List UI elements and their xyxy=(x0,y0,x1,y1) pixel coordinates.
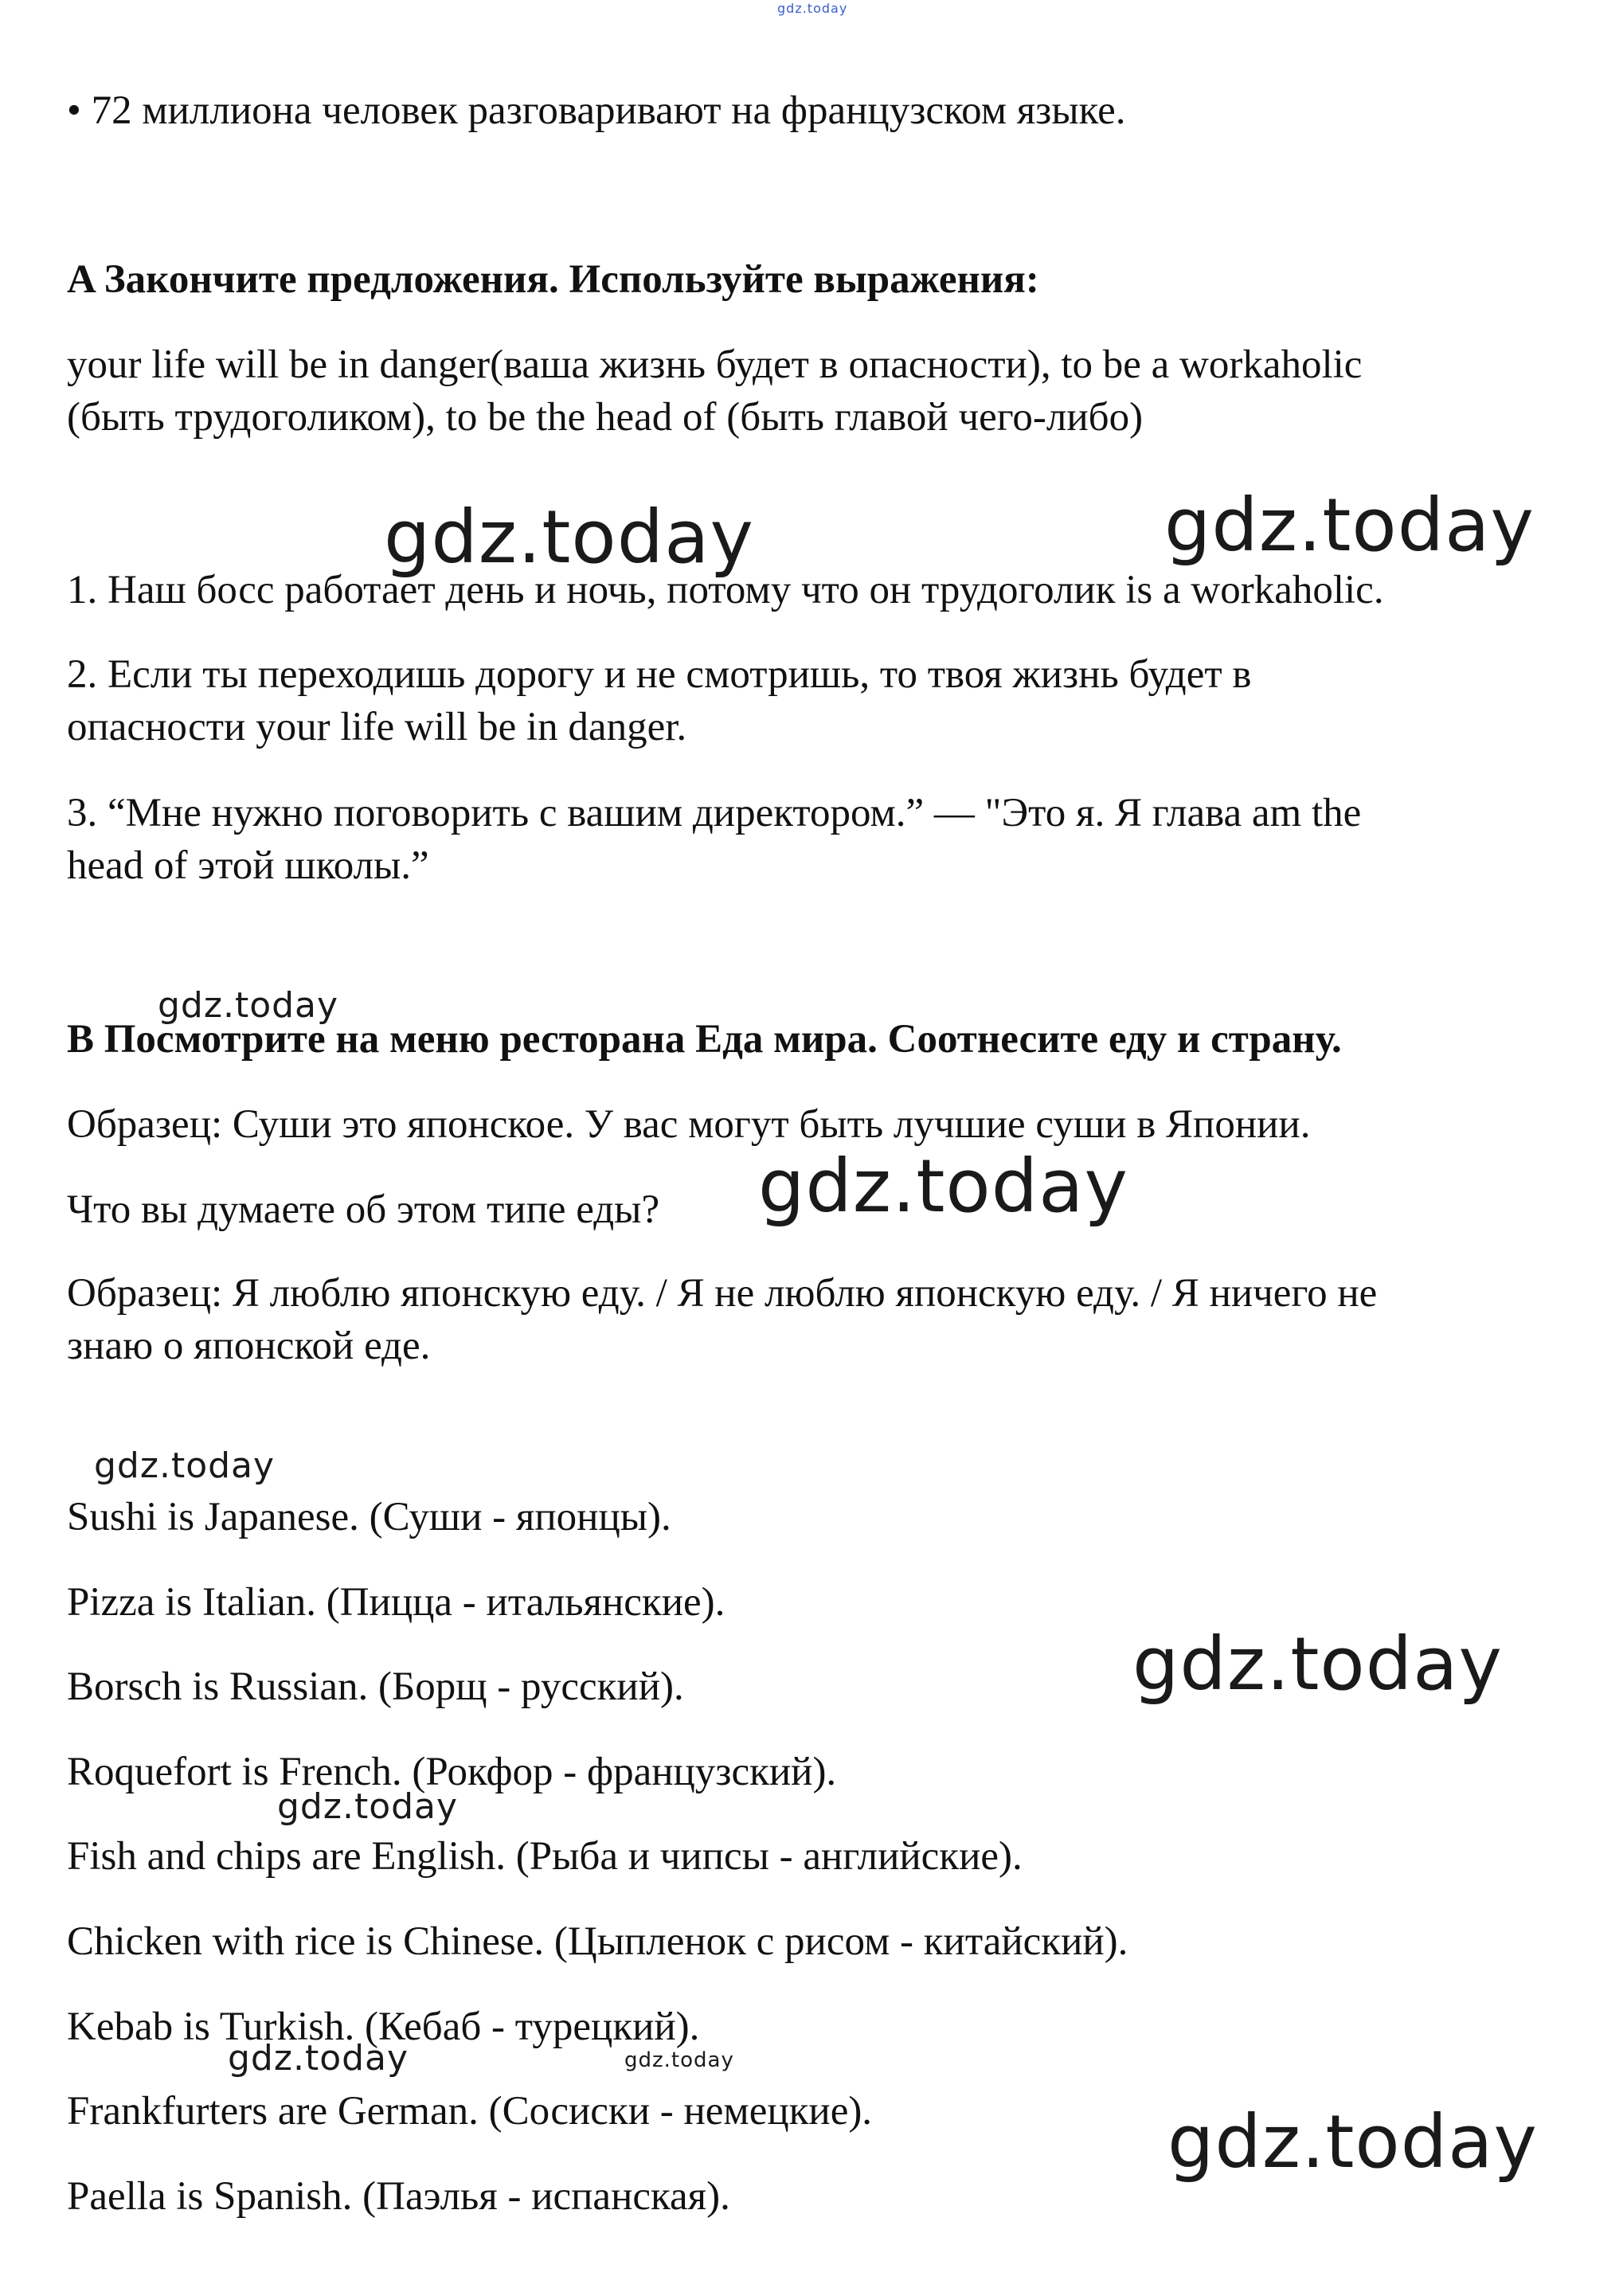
section-b-heading: B Посмотрите на меню ресторана Еда мира. Соотнесите еду и страну. xyxy=(67,1017,1342,1062)
watermark: gdz.today xyxy=(777,1,848,16)
answer-line: Paella is Spanish. (Паэлья - испанская). xyxy=(67,2174,730,2219)
exercise-item-2-line-1: 2. Если ты переходишь дорогу и не смотришь, то твоя жизнь будет в xyxy=(67,652,1252,697)
watermark: gdz.today xyxy=(228,2038,409,2079)
watermark: gdz.today xyxy=(94,1445,276,1486)
watermark: gdz.today xyxy=(1167,2099,1538,2185)
answer-line: Chicken with rice is Chinese. (Цыпленок с рисом - китайский). xyxy=(67,1919,1128,1964)
answer-line: Pizza is Italian. (Пицца - итальянские). xyxy=(67,1580,725,1625)
answer-line: Kebab is Turkish. (Кебаб - турецкий). xyxy=(67,2005,700,2049)
section-a-heading: A Закончите предложения. Используйте выражения: xyxy=(67,257,1039,302)
watermark: gdz.today xyxy=(277,1786,459,1827)
exercise-item-3-line-2: head of этой школы.” xyxy=(67,843,429,888)
example-1: Образец: Суши это японское. У вас могут быть лучшие суши в Японии. xyxy=(67,1102,1311,1147)
expressions-line-1: your life will be in danger(ваша жизнь будет в опасности), to be a workaholic xyxy=(67,342,1363,387)
answer-line: Roquefort is French. (Рокфор - французский). xyxy=(67,1750,837,1794)
watermark: gdz.today xyxy=(624,2048,734,2072)
answer-line: Borsch is Russian. (Борщ - русский). xyxy=(67,1664,684,1709)
watermark: gdz.today xyxy=(1132,1621,1503,1707)
expressions-line-2: (быть трудоголиком), to be the head of (быть главой чего-либо) xyxy=(67,395,1144,440)
answer-line: Sushi is Japanese. (Суши - японцы). xyxy=(67,1495,671,1539)
exercise-item-3-line-1: 3. “Мне нужно поговорить с вашим директором.” — "Это я. Я глава am the xyxy=(67,791,1362,835)
example-2-line-2: знаю о японской еде. xyxy=(67,1324,431,1368)
answer-line: Frankfurters are German. (Сосиски - немецкие). xyxy=(67,2089,873,2134)
watermark: gdz.today xyxy=(158,985,339,1026)
exercise-item-1: 1. Наш босс работает день и ночь, потому что он трудоголик is a workaholic. xyxy=(67,568,1384,612)
intro-bullet: • 72 миллиона человек разговаривают на французском языке. xyxy=(67,88,1126,133)
answer-line: Fish and chips are English. (Рыба и чипсы - английские). xyxy=(67,1834,1023,1879)
exercise-item-2-line-2: опасности your life will be in danger. xyxy=(67,705,687,749)
example-question: Что вы думаете об этом типе еды? xyxy=(67,1187,660,1232)
example-2-line-1: Образец: Я люблю японскую еду. / Я не люблю японскую еду. / Я ничего не xyxy=(67,1271,1378,1316)
watermark: gdz.today xyxy=(1164,483,1535,568)
watermark: gdz.today xyxy=(758,1144,1128,1229)
watermark: gdz.today xyxy=(384,495,754,580)
